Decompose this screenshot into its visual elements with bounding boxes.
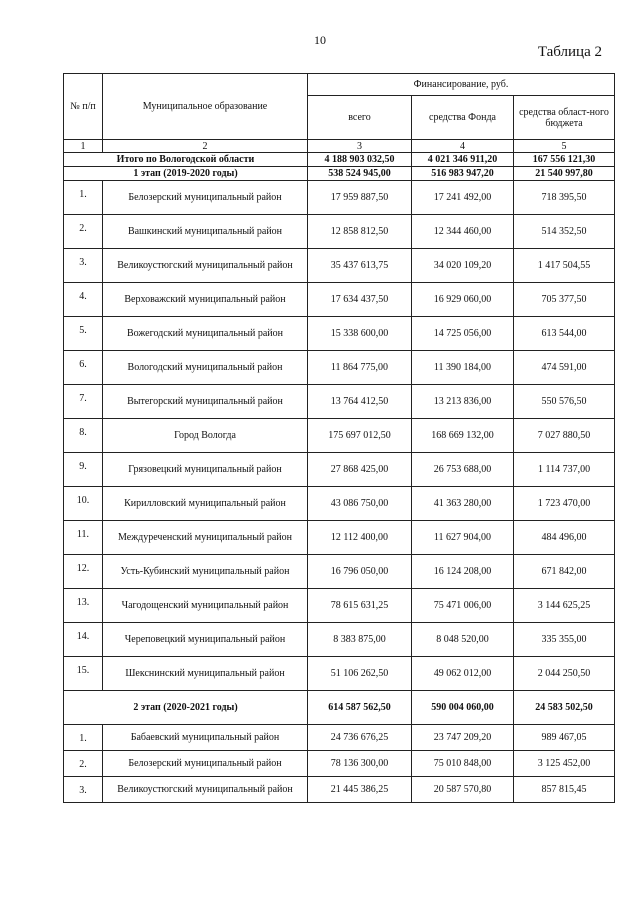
row-regional: 1 723 470,00 <box>514 487 615 521</box>
stage2-regional: 24 583 502,50 <box>514 691 615 725</box>
row-municipality: Шекснинский муниципальный район <box>103 657 308 691</box>
row-total: 175 697 012,50 <box>308 419 412 453</box>
row-fund: 16 124 208,00 <box>412 555 514 589</box>
row-municipality: Междуреченский муниципальный район <box>103 521 308 555</box>
table-row <box>64 555 615 589</box>
row-fund: 13 213 836,00 <box>412 385 514 419</box>
row-regional: 1 417 504,55 <box>514 249 615 283</box>
row-municipality: Бабаевский муниципальный район <box>103 725 308 751</box>
row-regional: 7 027 880,50 <box>514 419 615 453</box>
table-caption: Таблица 2 <box>537 44 602 60</box>
row-total: 78 615 631,25 <box>308 589 412 623</box>
row-municipality: Вашкинский муниципальный район <box>103 215 308 249</box>
row-municipality: Вологодский муниципальный район <box>103 351 308 385</box>
row-regional: 671 842,00 <box>514 555 615 589</box>
table-row <box>64 249 615 283</box>
total-sum: 4 188 903 032,50 <box>308 153 412 167</box>
index-cell: 4 <box>412 140 514 153</box>
row-total: 12 858 812,50 <box>308 215 412 249</box>
table-row <box>64 589 615 623</box>
table-row <box>64 521 615 555</box>
row-regional: 2 044 250,50 <box>514 657 615 691</box>
header-total: всего <box>308 96 412 140</box>
table-row <box>64 487 615 521</box>
index-row <box>64 140 615 153</box>
row-regional: 857 815,45 <box>514 777 615 803</box>
index-cell: 1 <box>64 140 103 153</box>
row-municipality: Город Вологда <box>103 419 308 453</box>
row-total: 21 445 386,25 <box>308 777 412 803</box>
row-regional: 613 544,00 <box>514 317 615 351</box>
row-total: 17 959 887,50 <box>308 181 412 215</box>
table-row <box>64 215 615 249</box>
row-number: 6. <box>64 351 103 385</box>
stage1-total: 538 524 945,00 <box>308 167 412 181</box>
row-regional: 484 496,00 <box>514 521 615 555</box>
row-total: 16 796 050,00 <box>308 555 412 589</box>
row-municipality: Белозерский муниципальный район <box>103 751 308 777</box>
row-fund: 41 363 280,00 <box>412 487 514 521</box>
row-total: 78 136 300,00 <box>308 751 412 777</box>
index-cell: 2 <box>103 140 308 153</box>
row-number: 1. <box>64 181 103 215</box>
row-regional: 550 576,50 <box>514 385 615 419</box>
total-label: Итого по Вологодской области <box>64 153 308 167</box>
row-number: 8. <box>64 419 103 453</box>
row-number: 9. <box>64 453 103 487</box>
row-number: 3. <box>64 249 103 283</box>
row-municipality: Вытегорский муниципальный район <box>103 385 308 419</box>
row-fund: 75 010 848,00 <box>412 751 514 777</box>
row-total: 12 112 400,00 <box>308 521 412 555</box>
header-row-1 <box>64 74 615 96</box>
page-number: 10 <box>314 33 326 47</box>
row-fund: 168 669 132,00 <box>412 419 514 453</box>
table-row <box>64 181 615 215</box>
row-number: 2. <box>64 215 103 249</box>
row-number: 1. <box>64 725 103 751</box>
row-number: 3. <box>64 777 103 803</box>
row-total: 24 736 676,25 <box>308 725 412 751</box>
index-cell: 3 <box>308 140 412 153</box>
row-number: 2. <box>64 751 103 777</box>
row-fund: 11 390 184,00 <box>412 351 514 385</box>
table-row <box>64 657 615 691</box>
total-regional: 167 556 121,30 <box>514 153 615 167</box>
row-number: 7. <box>64 385 103 419</box>
row-number: 11. <box>64 521 103 555</box>
row-total: 27 868 425,00 <box>308 453 412 487</box>
row-regional: 989 467,05 <box>514 725 615 751</box>
financing-table <box>63 73 615 803</box>
row-municipality: Белозерский муниципальный район <box>103 181 308 215</box>
row-total: 15 338 600,00 <box>308 317 412 351</box>
header-municipality: Муниципальное образование <box>103 74 308 140</box>
row-fund: 12 344 460,00 <box>412 215 514 249</box>
row-regional: 3 144 625,25 <box>514 589 615 623</box>
row-municipality: Верховажский муниципальный район <box>103 283 308 317</box>
table-row <box>64 283 615 317</box>
index-cell: 5 <box>514 140 615 153</box>
row-total: 51 106 262,50 <box>308 657 412 691</box>
row-number: 4. <box>64 283 103 317</box>
row-municipality: Кирилловский муниципальный район <box>103 487 308 521</box>
row-regional: 1 114 737,00 <box>514 453 615 487</box>
table-row <box>64 419 615 453</box>
row-municipality: Череповецкий муниципальный район <box>103 623 308 657</box>
row-number: 5. <box>64 317 103 351</box>
table-row <box>64 385 615 419</box>
row-fund: 16 929 060,00 <box>412 283 514 317</box>
row-municipality: Вожегодский муниципальный район <box>103 317 308 351</box>
table-row <box>64 317 615 351</box>
row-fund: 17 241 492,00 <box>412 181 514 215</box>
row-municipality: Чагодощенский муниципальный район <box>103 589 308 623</box>
row-total: 43 086 750,00 <box>308 487 412 521</box>
row-regional: 514 352,50 <box>514 215 615 249</box>
header-regional: средства област-ного бюджета <box>514 96 615 140</box>
table-row <box>64 725 615 751</box>
row-municipality: Великоустюгский муниципальный район <box>103 249 308 283</box>
header-num: № п/п <box>64 74 103 140</box>
stage1-regional: 21 540 997,80 <box>514 167 615 181</box>
row-regional: 474 591,00 <box>514 351 615 385</box>
header-fund: средства Фонда <box>412 96 514 140</box>
row-fund: 20 587 570,80 <box>412 777 514 803</box>
row-total: 8 383 875,00 <box>308 623 412 657</box>
row-regional: 3 125 452,00 <box>514 751 615 777</box>
header-financing: Финансирование, руб. <box>308 74 615 96</box>
row-regional: 705 377,50 <box>514 283 615 317</box>
row-number: 14. <box>64 623 103 657</box>
row-number: 10. <box>64 487 103 521</box>
row-total: 13 764 412,50 <box>308 385 412 419</box>
row-regional: 718 395,50 <box>514 181 615 215</box>
row-total: 11 864 775,00 <box>308 351 412 385</box>
stage2-fund: 590 004 060,00 <box>412 691 514 725</box>
stage1-label: 1 этап (2019-2020 годы) <box>64 167 308 181</box>
total-row <box>64 153 615 167</box>
stage2-row <box>64 691 615 725</box>
stage2-total: 614 587 562,50 <box>308 691 412 725</box>
row-fund: 23 747 209,20 <box>412 725 514 751</box>
table-row <box>64 751 615 777</box>
row-regional: 335 355,00 <box>514 623 615 657</box>
row-fund: 75 471 006,00 <box>412 589 514 623</box>
stage1-row <box>64 167 615 181</box>
row-total: 17 634 437,50 <box>308 283 412 317</box>
row-total: 35 437 613,75 <box>308 249 412 283</box>
row-number: 15. <box>64 657 103 691</box>
table-row <box>64 777 615 803</box>
row-fund: 14 725 056,00 <box>412 317 514 351</box>
row-fund: 26 753 688,00 <box>412 453 514 487</box>
table-row <box>64 623 615 657</box>
stage2-label: 2 этап (2020-2021 годы) <box>64 691 308 725</box>
table-row <box>64 453 615 487</box>
table-row <box>64 351 615 385</box>
row-number: 12. <box>64 555 103 589</box>
row-number: 13. <box>64 589 103 623</box>
row-municipality: Усть-Кубинский муниципальный район <box>103 555 308 589</box>
row-fund: 11 627 904,00 <box>412 521 514 555</box>
row-fund: 8 048 520,00 <box>412 623 514 657</box>
row-municipality: Грязовецкий муниципальный район <box>103 453 308 487</box>
row-municipality: Великоустюгский муниципальный район <box>103 777 308 803</box>
row-fund: 34 020 109,20 <box>412 249 514 283</box>
total-fund: 4 021 346 911,20 <box>412 153 514 167</box>
stage1-fund: 516 983 947,20 <box>412 167 514 181</box>
row-fund: 49 062 012,00 <box>412 657 514 691</box>
